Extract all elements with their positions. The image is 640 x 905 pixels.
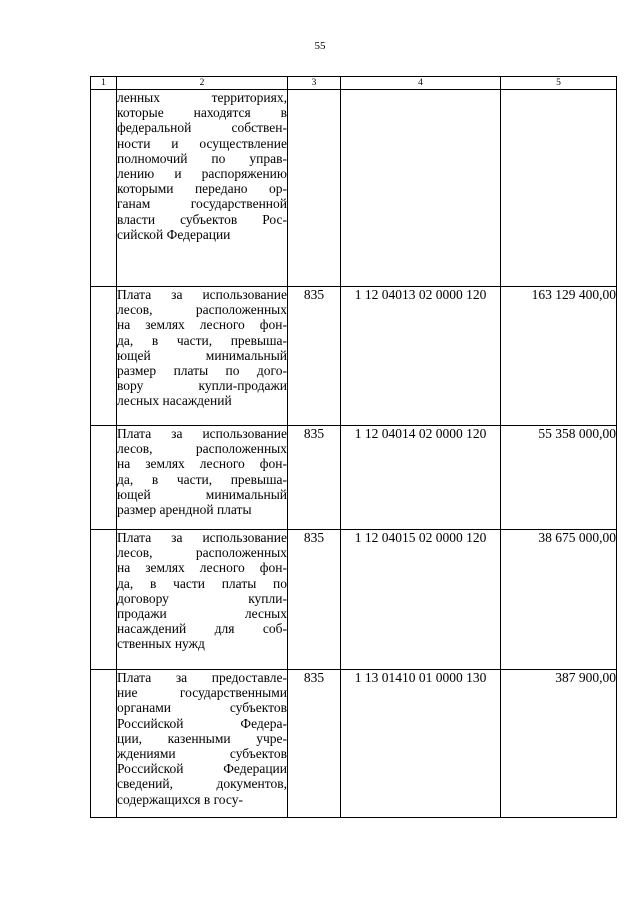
description-line: власти субъектов Рос- <box>117 211 287 227</box>
header-col-3: 3 <box>288 77 341 90</box>
cell-description <box>117 530 288 670</box>
description-line: ганам государственной <box>117 196 287 212</box>
table-row <box>91 426 617 530</box>
cell-admin-code: 835 <box>288 287 341 426</box>
description-line: федеральной собствен- <box>117 120 287 136</box>
description-line: Плата за использование <box>117 530 287 545</box>
cell-classification-code: 1 12 04013 02 0000 120 <box>341 287 501 426</box>
cell-col-1 <box>91 670 117 818</box>
cell-col-1 <box>91 426 117 530</box>
header-col-4: 4 <box>341 77 501 90</box>
description-line: лесов, расположенных <box>117 441 287 457</box>
cell-admin-code <box>288 90 341 287</box>
cell-classification-code: 1 12 04015 02 0000 120 <box>341 530 501 670</box>
description-line: ности и осуществление <box>117 135 287 151</box>
header-col-2: 2 <box>117 77 288 90</box>
header-col-5: 5 <box>501 77 617 90</box>
description-line: Плата за предоставле- <box>117 670 287 685</box>
cell-admin-code: 835 <box>288 670 341 818</box>
cell-description <box>117 287 288 426</box>
description-line: ленных территориях, <box>117 90 287 105</box>
description-line: ции, казенными учре- <box>117 730 287 746</box>
cell-amount: 55 358 000,00 <box>501 426 617 530</box>
description-line: ственных нужд <box>117 636 205 652</box>
budget-table <box>90 76 617 818</box>
description-line: содержащихся в госу- <box>117 791 243 807</box>
description-line: лесов, расположенных <box>117 302 287 318</box>
description-line: на землях лесного фон- <box>117 456 287 472</box>
description-line: продажи лесных <box>117 606 287 622</box>
description-line: Плата за использование <box>117 287 287 302</box>
description-line: ющей минимальный <box>117 347 287 363</box>
description-line: на землях лесного фон- <box>117 317 287 333</box>
description-line: Российской Федерации <box>117 761 287 777</box>
description-line: сведений, документов, <box>117 776 287 792</box>
cell-col-1 <box>91 287 117 426</box>
description-line: договору купли- <box>117 590 287 606</box>
description-line: ние государственными <box>117 685 287 701</box>
cell-amount <box>501 90 617 287</box>
description-line: сийской Федерации <box>117 226 231 242</box>
cell-classification-code: 1 13 01410 01 0000 130 <box>341 670 501 818</box>
description-line: лесов, расположенных <box>117 545 287 561</box>
description-line: размер платы по дого- <box>117 363 287 379</box>
page-number: 55 <box>314 40 326 52</box>
description-line: Плата за использование <box>117 426 287 441</box>
cell-admin-code: 835 <box>288 426 341 530</box>
cell-description <box>117 426 288 530</box>
cell-description <box>117 670 288 818</box>
description-line: да, в части, превыша- <box>117 471 287 487</box>
cell-admin-code: 835 <box>288 530 341 670</box>
description-line: которыми передано ор- <box>117 181 287 197</box>
description-line: полномочий по управ- <box>117 150 287 166</box>
description-line: да, в части платы по <box>117 575 287 591</box>
table-row <box>91 287 617 426</box>
description-line: насаждений для соб- <box>117 621 287 637</box>
table-row <box>91 90 617 287</box>
cell-amount: 387 900,00 <box>501 670 617 818</box>
description-line: которые находятся в <box>117 105 287 121</box>
cell-col-1 <box>91 530 117 670</box>
description-line: на землях лесного фон- <box>117 560 287 576</box>
description-line: размер арендной платы <box>117 502 252 518</box>
cell-amount: 38 675 000,00 <box>501 530 617 670</box>
cell-classification-code: 1 12 04014 02 0000 120 <box>341 426 501 530</box>
table-row <box>91 670 617 818</box>
description-line: вору купли-продажи <box>117 378 287 394</box>
cell-classification-code <box>341 90 501 287</box>
description-line: органами субъектов <box>117 700 287 716</box>
description-line: лесных насаждений <box>117 393 232 409</box>
table-header-row <box>91 77 617 90</box>
cell-col-1 <box>91 90 117 287</box>
description-line: Российской Федера- <box>117 715 287 731</box>
description-line: ждениями субъектов <box>117 746 287 762</box>
cell-amount: 163 129 400,00 <box>501 287 617 426</box>
description-line: лению и распоряжению <box>117 166 287 182</box>
header-col-1: 1 <box>91 77 117 90</box>
table-row <box>91 530 617 670</box>
cell-description <box>117 90 288 287</box>
description-line: да, в части, превыша- <box>117 332 287 348</box>
description-line: ющей минимальный <box>117 486 287 502</box>
